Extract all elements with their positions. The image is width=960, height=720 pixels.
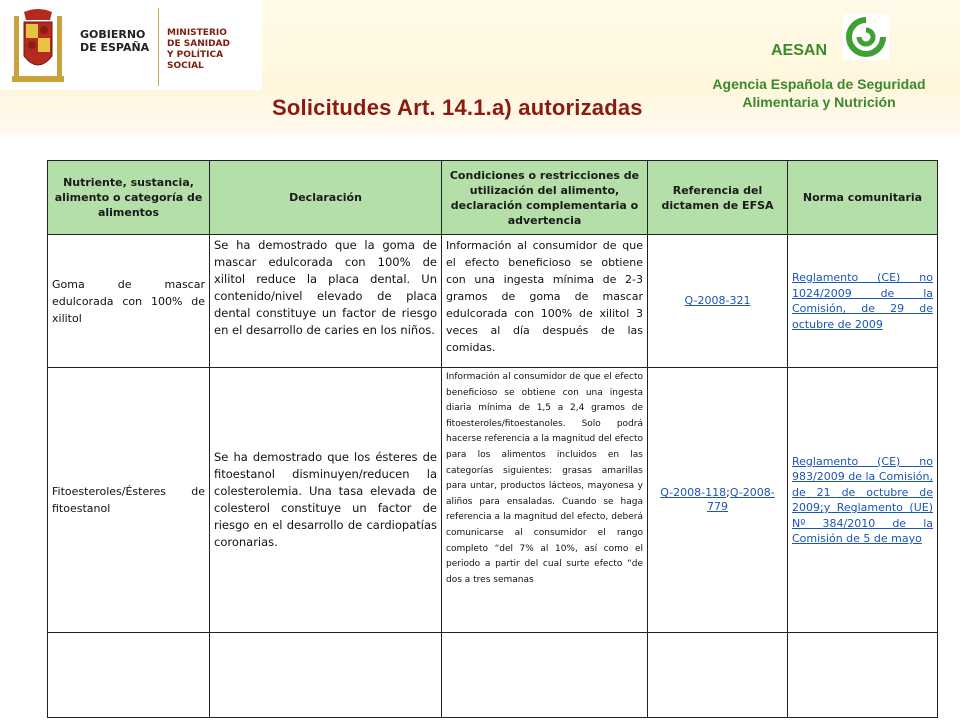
- cell-claim: Se ha demostrado que los ésteres de fitoestanol disminuyen/reducen la colesterolemia. Una tasa elevada de colesterol constituye un factor de riesgo en el desarrollo de cardiopatías coronarias.: [210, 368, 442, 633]
- cell-conditions: Información al consumidor de que el efecto beneficioso se obtiene con una ingesta diaria mínima de 1,5 a 2,4 gramos de fitoesteroles/fitoestanoles. Solo podrá hacerse referencia a la magnitud del efecto para los alimentos incluidos en las categorías siguientes: grasas amarillas para untar, productos lácteos, mayonesa y aliños para ensaladas. Cuando se haga referencia a la magnitud del efecto, deberá comunicarse al consumidor el rango completo “del 7% al 10%, así como el periodo a partir del cual surte efecto “de dos a tres semanas: [442, 368, 648, 633]
- cell-empty: [48, 633, 210, 718]
- table-header-row: [48, 161, 938, 235]
- reference-separator: ;: [726, 486, 730, 499]
- government-name: GOBIERNO DE ESPAÑA: [80, 28, 150, 54]
- table-row-empty: [48, 633, 938, 718]
- cell-nutrient: Goma de mascar edulcorada con 100% de xilitol: [48, 235, 210, 368]
- claims-table: [47, 160, 938, 718]
- table-row: [48, 368, 938, 633]
- header-conditions: Condiciones o restricciones de utilización del alimento, declaración complementaria o advertencia: [442, 161, 648, 235]
- header-claim: Declaración: [210, 161, 442, 235]
- ministry-name: MINISTERIO DE SANIDAD Y POLÍTICA SOCIAL: [167, 28, 230, 71]
- cell-empty: [210, 633, 442, 718]
- header-efsa-reference: Referencia del dictamen de EFSA: [648, 161, 788, 235]
- cell-nutrient: Fitoesteroles/Ésteres de fitoestanol: [48, 368, 210, 633]
- logo-divider: [158, 8, 159, 86]
- efsa-reference-link[interactable]: Q-2008-118: [660, 486, 727, 499]
- cell-claim: Se ha demostrado que la goma de mascar edulcorada con 100% de xilitol reduce la placa dental. Un contenido/nivel elevado de placa dental constituye un factor de riesgo en el desarrollo de caries en los niños.: [210, 235, 442, 368]
- agency-name: Agencia Española de Seguridad Alimentaria y Nutrición: [712, 76, 926, 110]
- cell-efsa-reference: [648, 235, 788, 368]
- cell-efsa-reference: [648, 368, 788, 633]
- cell-empty: [648, 633, 788, 718]
- cell-empty: [788, 633, 938, 718]
- cell-conditions: Información al consumidor de que el efecto beneficioso se obtiene con una ingesta mínima de 2-3 gramos de goma de mascar edulcorada con 100% de xilitol 3 veces al día después de las comidas.: [442, 235, 648, 368]
- header-nutrient: Nutriente, sustancia, alimento o categoría de alimentos: [48, 161, 210, 235]
- cell-eu-regulation: [788, 368, 938, 633]
- aesan-logo-icon: [843, 14, 889, 60]
- aesan-name: AESAN: [771, 42, 828, 59]
- regulation-link[interactable]: Reglamento (CE) no 983/2009 de la Comisión, de 21 de octubre de 2009;y Reglamento (UE) Nº 384/2010 de la Comisión de 5 de mayo: [792, 454, 933, 545]
- table-row: [48, 235, 938, 368]
- regulation-link[interactable]: Reglamento (CE) no 1024/2009 de la Comisión, de 29 de octubre de 2009: [792, 271, 933, 331]
- header-eu-regulation: Norma comunitaria: [788, 161, 938, 235]
- efsa-reference-link[interactable]: Q-2008-779: [707, 486, 775, 513]
- efsa-reference-link[interactable]: Q-2008-321: [684, 294, 751, 307]
- coat-of-arms-icon: [8, 6, 68, 86]
- cell-empty: [442, 633, 648, 718]
- page-title: Solicitudes Art. 14.1.a) autorizadas: [272, 95, 643, 120]
- cell-eu-regulation: [788, 235, 938, 368]
- government-logo-block: [0, 0, 262, 90]
